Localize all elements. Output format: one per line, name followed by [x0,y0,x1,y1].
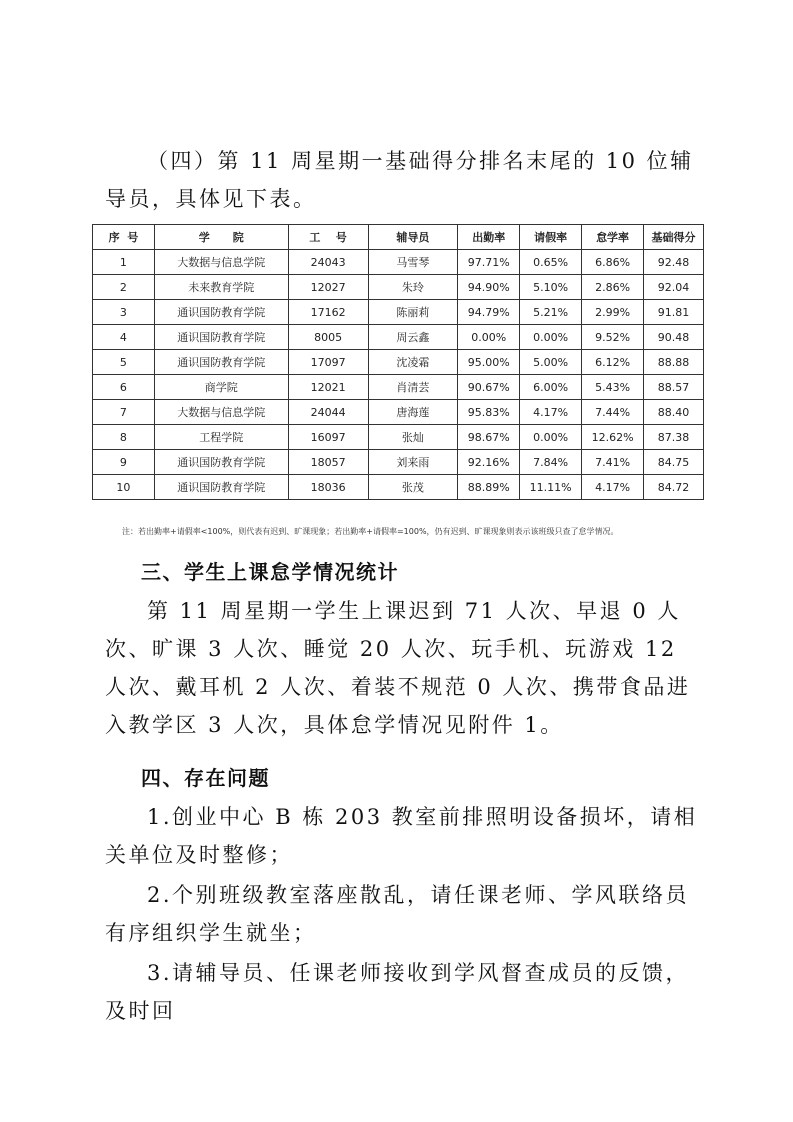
cell-index: 3 [93,300,155,325]
table-row [93,425,704,450]
intro-paragraph [105,142,705,218]
table-row [93,450,704,475]
cell-index: 8 [93,425,155,450]
cell-staff-id: 8005 [288,325,368,350]
table-row [93,475,704,500]
cell-base-score: 90.48 [644,325,704,350]
issue-text: 2.个别班级教室落座散乱，请任课老师、学风联络员有序组织学生就坐； [105,883,690,945]
cell-index: 10 [93,475,155,500]
cell-truancy-rate: 7.44% [582,400,644,425]
cell-truancy-rate: 6.12% [582,350,644,375]
cell-truancy-rate: 6.86% [582,250,644,275]
cell-leave-rate: 4.17% [520,400,582,425]
cell-base-score: 88.40 [644,400,704,425]
cell-attendance-rate: 0.00% [458,325,520,350]
cell-truancy-rate: 2.86% [582,275,644,300]
cell-leave-rate: 0.00% [520,425,582,450]
cell-attendance-rate: 88.89% [458,475,520,500]
issue-item-3 [105,954,705,1030]
cell-leave-rate: 7.84% [520,450,582,475]
cell-counselor: 唐海莲 [368,400,458,425]
header-attendance-rate: 出勤率 [458,225,520,250]
counselor-ranking-table [92,224,704,500]
cell-index: 2 [93,275,155,300]
header-index: 序 号 [93,225,155,250]
cell-base-score: 84.72 [644,475,704,500]
cell-truancy-rate: 7.41% [582,450,644,475]
cell-counselor: 张灿 [368,425,458,450]
cell-staff-id: 18036 [288,475,368,500]
cell-college: 未来教育学院 [154,275,288,300]
cell-college: 大数据与信息学院 [154,400,288,425]
cell-attendance-rate: 98.67% [458,425,520,450]
table-row [93,375,704,400]
section3-body: 第 11 周星期一学生上课迟到 71 人次、早退 0 人次、旷课 3 人次、睡觉 20 人次、玩手机、玩游戏 12 人次、戴耳机 2 人次、着装不规范 0 人次、携带食品进入教学区 3 人次，具体怠学情况见附件 1。 [105,599,691,737]
table-row [93,350,704,375]
cell-base-score: 87.38 [644,425,704,450]
header-college: 学 院 [154,225,288,250]
cell-college: 通识国防教育学院 [154,325,288,350]
cell-attendance-rate: 94.79% [458,300,520,325]
header-staff-id: 工 号 [288,225,368,250]
cell-index: 5 [93,350,155,375]
cell-attendance-rate: 95.00% [458,350,520,375]
table-header-row [93,225,704,250]
table-row [93,250,704,275]
cell-attendance-rate: 90.67% [458,375,520,400]
table-footnote: 注：若出勤率+请假率<100%，则代表有迟到、旷课现象；若出勤率+请假率=100%，仍有迟到、旷课现象则表示该班级只查了怠学情况。 [122,527,619,536]
cell-leave-rate: 5.00% [520,350,582,375]
cell-staff-id: 12021 [288,375,368,400]
cell-index: 4 [93,325,155,350]
cell-truancy-rate: 9.52% [582,325,644,350]
header-truancy-rate: 怠学率 [582,225,644,250]
cell-counselor: 沈凌霜 [368,350,458,375]
cell-college: 通识国防教育学院 [154,450,288,475]
cell-attendance-rate: 95.83% [458,400,520,425]
cell-counselor: 肖清芸 [368,375,458,400]
cell-truancy-rate: 5.43% [582,375,644,400]
cell-leave-rate: 0.65% [520,250,582,275]
header-counselor: 辅导员 [368,225,458,250]
cell-index: 9 [93,450,155,475]
table-row [93,400,704,425]
cell-attendance-rate: 92.16% [458,450,520,475]
cell-staff-id: 17097 [288,350,368,375]
cell-attendance-rate: 94.90% [458,275,520,300]
cell-college: 通识国防教育学院 [154,300,288,325]
cell-attendance-rate: 97.71% [458,250,520,275]
table-row [93,325,704,350]
cell-counselor: 周云鑫 [368,325,458,350]
cell-college: 通识国防教育学院 [154,475,288,500]
cell-index: 7 [93,400,155,425]
issue-text: 3.请辅导员、任课老师接收到学风督查成员的反馈，及时回 [105,961,690,1023]
cell-staff-id: 18057 [288,450,368,475]
intro-text: （四）第 11 周星期一基础得分排名末尾的 10 位辅导员，具体见下表。 [105,149,694,211]
cell-leave-rate: 11.11% [520,475,582,500]
cell-college: 大数据与信息学院 [154,250,288,275]
cell-counselor: 朱玲 [368,275,458,300]
issue-item-1 [105,798,705,874]
cell-counselor: 马雪琴 [368,250,458,275]
cell-base-score: 88.57 [644,375,704,400]
cell-college: 通识国防教育学院 [154,350,288,375]
cell-staff-id: 24043 [288,250,368,275]
section3-heading: 三、学生上课怠学情况统计 [141,560,399,584]
cell-staff-id: 12027 [288,275,368,300]
cell-staff-id: 17162 [288,300,368,325]
cell-counselor: 刘来雨 [368,450,458,475]
section3-paragraph [105,592,705,744]
table-row [93,275,704,300]
table-row [93,300,704,325]
cell-counselor: 张茂 [368,475,458,500]
cell-base-score: 91.81 [644,300,704,325]
cell-truancy-rate: 2.99% [582,300,644,325]
issue-item-2 [105,876,705,952]
cell-leave-rate: 0.00% [520,325,582,350]
header-leave-rate: 请假率 [520,225,582,250]
cell-college: 商学院 [154,375,288,400]
cell-base-score: 92.04 [644,275,704,300]
cell-staff-id: 16097 [288,425,368,450]
cell-base-score: 88.88 [644,350,704,375]
cell-truancy-rate: 4.17% [582,475,644,500]
cell-staff-id: 24044 [288,400,368,425]
cell-leave-rate: 5.10% [520,275,582,300]
cell-college: 工程学院 [154,425,288,450]
cell-index: 1 [93,250,155,275]
cell-leave-rate: 5.21% [520,300,582,325]
issue-text: 1.创业中心 B 栋 203 教室前排照明设备损坏，请相关单位及时整修； [105,805,698,867]
section4-heading: 四、存在问题 [141,766,270,790]
cell-base-score: 92.48 [644,250,704,275]
header-base-score: 基础得分 [644,225,704,250]
cell-base-score: 84.75 [644,450,704,475]
cell-truancy-rate: 12.62% [582,425,644,450]
cell-index: 6 [93,375,155,400]
cell-counselor: 陈丽莉 [368,300,458,325]
cell-leave-rate: 6.00% [520,375,582,400]
